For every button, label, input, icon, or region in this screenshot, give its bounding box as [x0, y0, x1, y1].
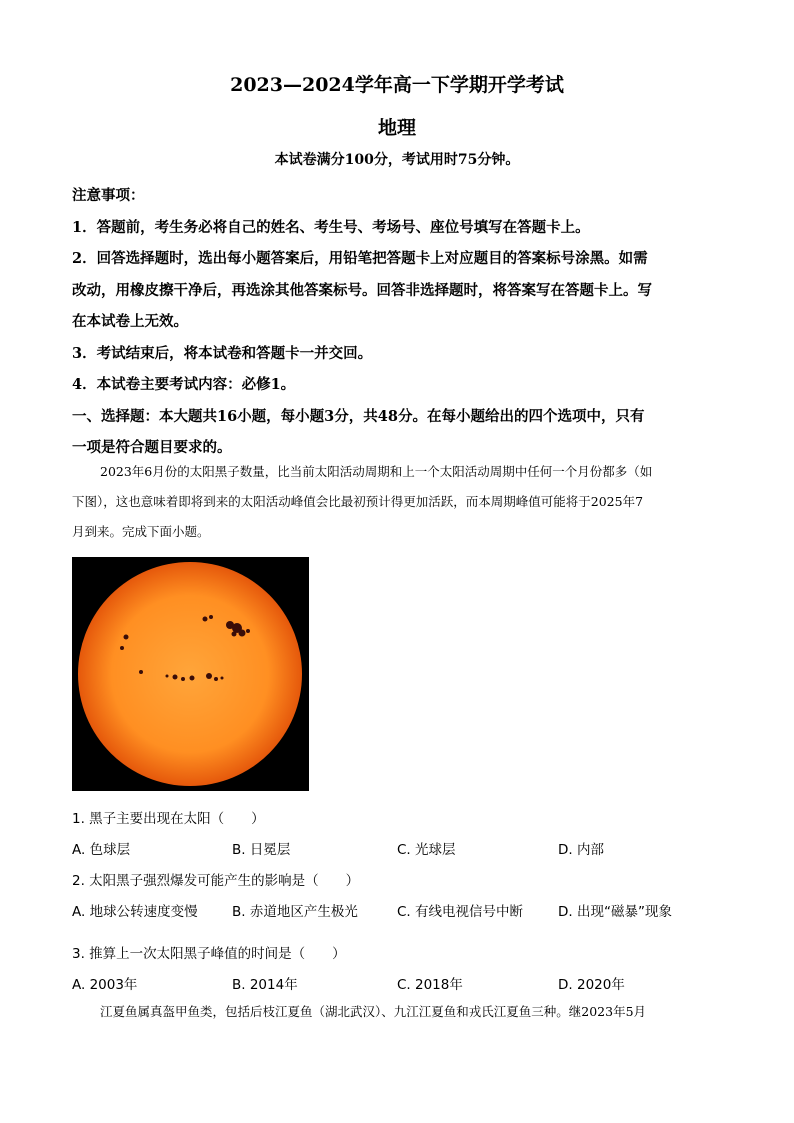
question-3-option-d[interactable]: D. 2020年	[558, 977, 625, 993]
notes-line: 3．考试结束后，将本试卷和答题卡一并交回。	[72, 344, 373, 362]
question-1-stem: 1. 黑子主要出现在太阳（ ）	[72, 811, 265, 827]
subject-title: 地理	[377, 117, 416, 139]
question-2-option-d[interactable]: D. 出现“磁暴”现象	[558, 904, 672, 920]
sun-image	[72, 557, 309, 791]
question-2-option-b[interactable]: B. 赤道地区产生极光	[232, 904, 358, 920]
sun-disk	[78, 562, 302, 786]
passage-sunspot	[72, 457, 724, 547]
passage-fish	[72, 997, 724, 1027]
notes-line: 2．回答选择题时，选出每小题答案后，用铅笔把答题卡上对应题目的答案标号涂黑。如需	[72, 250, 648, 267]
question-1-option-b[interactable]: B. 日冕层	[232, 842, 291, 858]
question-2-option-a[interactable]: A. 地球公转速度变慢	[72, 904, 198, 920]
notes-line: 在本试卷上无效。	[72, 313, 188, 330]
question-1-option-a[interactable]: A. 色球层	[72, 842, 131, 858]
notes-section	[72, 180, 732, 464]
passage-line: 2023年6月份的太阳黑子数量，比当前太阳活动周期和上一个太阳活动周期中任何一个月份都多（如	[100, 464, 653, 479]
question-2-stem: 2. 太阳黑子强烈爆发可能产生的影响是（ ）	[72, 873, 360, 889]
passage-line: 江夏鱼属真盔甲鱼类，包括后枝江夏鱼（湖北武汉）、九江江夏鱼和戎氏江夏鱼三种。继2023年5月	[100, 1004, 647, 1019]
question-3-option-b[interactable]: B. 2014年	[232, 977, 298, 993]
question-3-option-a[interactable]: A. 2003年	[72, 977, 138, 993]
question-1-option-c[interactable]: C. 光球层	[397, 842, 456, 858]
notes-line: 4．本试卷主要考试内容：必修1。	[72, 376, 296, 393]
notes-line: 1．答题前，考生务必将自己的姓名、考生号、考场号、座位号填写在答题卡上。	[72, 218, 590, 236]
question-3-stem: 3. 推算上一次太阳黑子峰值的时间是（ ）	[72, 946, 346, 962]
exam-subtitle: 本试卷满分100分，考试用时75分钟。	[274, 152, 520, 168]
section-heading-line: 一项是符合题目要求的。	[72, 439, 232, 456]
passage-line: 下图），这也意味着即将到来的太阳活动峰值会比最初预计得更加活跃，而本周期峰值可能将于2025年7	[72, 494, 644, 509]
notes-heading: 注意事项：	[72, 187, 145, 204]
notes-line: 改动，用橡皮擦干净后，再选涂其他答案标号。回答非选择题时，将答案写在答题卡上。写	[72, 281, 652, 299]
question-1-option-d[interactable]: D. 内部	[558, 842, 604, 858]
question-2-option-c[interactable]: C. 有线电视信号中断	[397, 904, 524, 920]
sun-figure	[72, 557, 309, 791]
passage-line: 月到来。完成下面小题。	[72, 524, 210, 539]
section-heading-line: 一、选择题：本大题共16小题，每小题3分，共48分。在每小题给出的四个选项中，只有	[72, 407, 645, 425]
question-3-option-c[interactable]: C. 2018年	[397, 977, 463, 993]
exam-title: 2023—2024学年高一下学期开学考试	[230, 74, 564, 96]
